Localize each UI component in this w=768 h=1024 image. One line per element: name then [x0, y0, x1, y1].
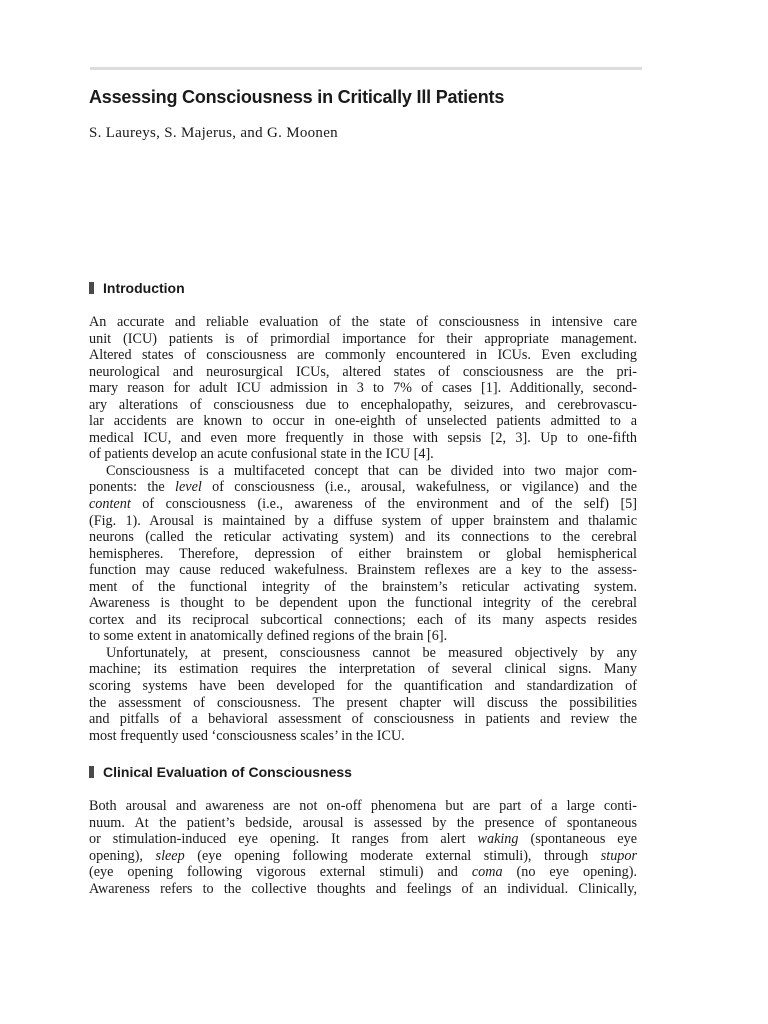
- text-line: or stimulation-induced eye opening. It ranges from alert waking (spontaneous eye: [89, 831, 637, 848]
- text-line: unit (ICU) patients is of primordial importance for their appropriate management.: [89, 330, 637, 347]
- text-line: the assessment of consciousness. The present chapter will discuss the possibilities: [89, 694, 637, 711]
- text-line: scoring systems have been developed for the quantification and standardization of: [89, 678, 637, 695]
- text-line: hemispheres. Therefore, depression of either brainstem or global hemispherical: [89, 545, 637, 562]
- heading-bar-icon: [89, 766, 94, 778]
- chapter-title: Assessing Consciousness in Critically Ill Patients: [89, 87, 505, 107]
- emphasis-content: content: [89, 496, 131, 513]
- text-line: function may cause reduced wakefulness. Brainstem reflexes are a key to the assess-: [89, 562, 637, 579]
- emphasis-waking: waking: [477, 831, 519, 848]
- text-line: most frequently used ‘consciousness scales’ in the ICU.: [89, 727, 405, 744]
- text-line: (Fig. 1). Arousal is maintained by a diffuse system of upper brainstem and thalamic: [89, 512, 637, 529]
- heading-bar-icon: [89, 282, 94, 294]
- text-line: ary alterations of consciousness due to encephalopathy, seizures, and cerebrovascu-: [89, 396, 637, 413]
- text-line: medical ICU, and even more frequently in those with sepsis [2, 3]. Up to one-fifth: [89, 429, 637, 446]
- text-line: and pitfalls of a behavioral assessment of consciousness in patients and review the: [89, 711, 637, 728]
- introduction-body: [89, 314, 637, 744]
- text-line: mary reason for adult ICU admission in 3 to 7% of cases [1]. Additionally, second-: [89, 380, 637, 397]
- text-line: opening), sleep (eye opening following moderate external stimuli), through stupor: [89, 847, 637, 864]
- emphasis-sleep: sleep: [155, 847, 185, 864]
- text-line: Awareness is thought to be dependent upon the functional integrity of the cerebral: [89, 595, 637, 612]
- text-line: ment of the functional integrity of the brainstem’s reticular activating system.: [89, 578, 637, 595]
- header-rule: [90, 67, 642, 70]
- text-line: neurons (called the reticular activating system) and its connections to the cerebral: [89, 529, 637, 546]
- emphasis-stupor: stupor: [600, 847, 637, 864]
- text-line: ponents: the level of consciousness (i.e., arousal, wakefulness, or vigilance) and the: [89, 479, 637, 496]
- emphasis-level: level: [175, 479, 202, 496]
- section-heading-label: Introduction: [103, 280, 185, 296]
- text-line: cortex and its reciprocal subcortical connections; each of its many aspects resides: [89, 611, 637, 628]
- text-line: Consciousness is a multifaceted concept that can be divided into two major com-: [106, 462, 637, 479]
- text-line: (eye opening following vigorous external stimuli) and coma (no eye opening).: [89, 864, 637, 881]
- emphasis-coma: coma: [471, 864, 503, 881]
- text-line: content of consciousness (i.e., awareness of the environment and of the self) [5]: [89, 496, 637, 513]
- text-line: to some extent in anatomically defined regions of the brain [6].: [89, 628, 448, 645]
- text-line: Awareness refers to the collective thoughts and feelings of an individual. Clinically,: [89, 880, 637, 897]
- text-line: lar accidents are known to occur in one-eighth of unselected patients admitted to a: [89, 413, 637, 430]
- text-line: machine; its estimation requires the interpretation of several clinical signs. Many: [89, 661, 637, 678]
- text-line: An accurate and reliable evaluation of the state of consciousness in intensive care: [89, 314, 637, 330]
- text-line: neurological and neurosurgical ICUs, altered states of consciousness are the pri-: [89, 363, 637, 380]
- section-heading-label: Clinical Evaluation of Consciousness: [103, 764, 352, 780]
- text-line: of patients develop an acute confusional state in the ICU [4].: [89, 446, 434, 463]
- text-line: Both arousal and awareness are not on-off phenomena but are part of a large conti-: [89, 798, 637, 814]
- section-heading-clinical-evaluation: [89, 763, 352, 781]
- chapter-authors: S. Laureys, S. Majerus, and G. Moonen: [89, 125, 338, 141]
- text-line: nuum. At the patient’s bedside, arousal is assessed by the presence of spontaneous: [89, 814, 637, 831]
- text-line: Altered states of consciousness are commonly encountered in ICUs. Even excluding: [89, 347, 637, 364]
- text-line: Unfortunately, at present, consciousness cannot be measured objectively by any: [106, 644, 637, 661]
- section-heading-introduction: [89, 279, 185, 297]
- clinical-evaluation-body: [89, 798, 637, 897]
